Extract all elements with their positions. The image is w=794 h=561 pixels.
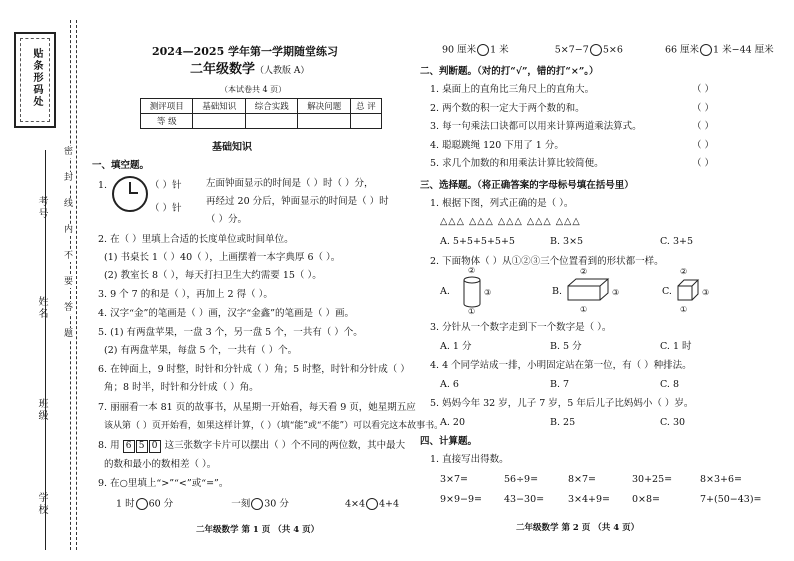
calc-item[interactable]: 8×7=: [568, 474, 597, 485]
compare-circle[interactable]: [136, 498, 148, 510]
seal-char: 要: [64, 277, 74, 287]
calc-item[interactable]: 56÷9=: [504, 474, 539, 485]
compare-left: 一刻: [231, 498, 251, 510]
number-card: 5: [136, 440, 148, 453]
field-school: 学校: [36, 492, 47, 516]
score-header: 基础知识: [193, 99, 245, 114]
q3: 3. 9 个 7 的和是（ ），再加上 2 得（ ）。: [98, 289, 273, 300]
clock-icon: [112, 176, 148, 212]
judge-answer-blank[interactable]: （ ）: [692, 84, 715, 95]
calc-item[interactable]: 43−30=: [504, 494, 545, 505]
calc-item[interactable]: 3×4+9=: [568, 494, 611, 505]
judge-answer-blank[interactable]: （ ）: [692, 121, 715, 132]
calc-item[interactable]: 9×9−9=: [440, 494, 483, 505]
s3-q1-opt-b: B. 3×5: [550, 236, 584, 247]
compare-left: 5×7−7: [554, 44, 589, 56]
s3-q1: 1. 根据下图，列式正确的是（ ）。: [430, 198, 574, 209]
compare-right: 1 米−44 厘米: [713, 44, 774, 56]
compare-left: 1 时: [116, 498, 135, 510]
edition-label: （人教版 A）: [255, 66, 310, 76]
footer-left: 二年级数学 第 1 页 （共 4 页）: [196, 525, 320, 535]
field-name: 姓名: [36, 296, 47, 320]
score-table-row: [141, 114, 382, 129]
score-cell[interactable]: [245, 114, 297, 129]
compare-circle[interactable]: [251, 498, 263, 510]
judge-item: 5. 求几个加数的和用乘法计算比较简便。: [430, 158, 604, 169]
subject-title: 二年级数学: [190, 62, 256, 77]
cuboid-figure: [564, 276, 614, 306]
section3-title: 三、选择题。（将正确答案的字母标号填在括号里）: [420, 180, 634, 191]
calc-item[interactable]: 3×7=: [440, 474, 469, 485]
s3-q5-opt-b: B. 25: [550, 417, 576, 428]
q5-1: 5. (1) 有两盘苹果，一盘 3 个，另一盘 5 个，一共有（ ）个。: [98, 327, 363, 338]
s3-q2-opt-b: B.: [552, 286, 563, 297]
subject-line: [190, 64, 309, 77]
s3-q4-opt-c: C. 8: [660, 379, 680, 390]
compare-circle[interactable]: [477, 44, 489, 56]
s3-q4-opt-b: B. 7: [550, 379, 570, 390]
q1-line-c: （ ）分。: [206, 214, 248, 225]
view-mark: ③: [484, 288, 492, 297]
judge-answer-blank[interactable]: （ ）: [692, 158, 715, 169]
seal-char: 密: [64, 147, 74, 157]
s3-q3-opt-c: C. 1 时: [660, 341, 692, 352]
view-mark: ③: [702, 288, 710, 297]
seal-char: 内: [64, 225, 74, 235]
score-table: [140, 98, 382, 129]
q2-1: (1) 书桌长 1（ ）40（ ），上画摆着一本字典厚 6（ ）。: [104, 252, 341, 263]
score-header: 综合实践: [245, 99, 297, 114]
compare-circle[interactable]: [366, 498, 378, 510]
compare-right: 1 米: [490, 44, 509, 56]
section-basic-heading: 基础知识: [212, 142, 252, 153]
s3-q1-opt-c: C. 3+5: [660, 236, 694, 247]
q9-items: [116, 498, 399, 511]
s3-q2-opt-c: C.: [662, 286, 672, 297]
s3-q1-opt-a: A. 5+5+5+5+5: [440, 236, 515, 247]
q8-b: 的数和最小的数相差（ ）。: [104, 459, 217, 470]
q2: 2. 在（ ）里填上合适的长度单位或时间单位。: [98, 234, 294, 245]
exam-title: 2024—2025 学年第一学期随堂练习: [152, 45, 339, 58]
s3-q2: 2. 下面物体（ ）从①②③三个位置看到的形状都一样。: [430, 256, 664, 267]
compare-right: 60 分: [148, 498, 174, 510]
seal-char: 线: [64, 199, 74, 209]
compare-right: 5×6: [602, 44, 623, 56]
q1-number: 1.: [98, 180, 108, 191]
compare-right: 4+4: [379, 498, 400, 510]
judge-item: 1. 桌面上的直角比三角尺上的直角大。: [430, 84, 595, 95]
view-mark: ②: [580, 267, 588, 276]
score-header: 测评项目: [141, 99, 193, 114]
judge-item: 3. 每一句乘法口诀都可以用来计算两道乘法算式。: [430, 121, 642, 132]
score-header: 解决问题: [298, 99, 350, 114]
barcode-sticker-area: [14, 32, 56, 128]
view-mark: ②: [680, 267, 688, 276]
calc-item[interactable]: 30+25=: [632, 474, 673, 485]
number-card: 0: [149, 440, 161, 453]
compare-left: 66 厘米: [664, 44, 700, 56]
s3-q5-opt-c: C. 30: [660, 417, 686, 428]
compare-left: 4×4: [344, 498, 365, 510]
cube-figure: [674, 276, 704, 306]
triangles-figure: △△△ △△△ △△△ △△△ △△△: [440, 216, 581, 227]
s3-q2-opt-a: A.: [440, 286, 450, 297]
calc-item[interactable]: 7+(50−43)=: [700, 494, 762, 505]
q1-hand-label: （ ）针: [150, 180, 182, 191]
q2-2: (2) 教室长 8（ ），每天打扫卫生大约需要 15（ ）。: [104, 270, 322, 281]
view-mark: ③: [612, 288, 620, 297]
seal-char: 不: [64, 251, 74, 261]
q6-a: 6. 在钟面上，9 时整，时针和分针成（ ）角；5 时整，时针和分针成（ ）: [98, 364, 410, 375]
pages-note: （本试卷共 4 页）: [220, 85, 287, 94]
q1-line-a: 左面钟面显示的时间是（ ）时（ ）分，: [206, 178, 374, 189]
s4-q1: 1. 直接写出得数。: [430, 454, 509, 465]
view-mark: ①: [680, 305, 688, 314]
calc-item[interactable]: 0×8=: [632, 494, 661, 505]
seal-line-2: [76, 20, 77, 550]
right-top-compare: [442, 44, 774, 57]
compare-circle[interactable]: [590, 44, 602, 56]
compare-right: 30 分: [264, 498, 289, 510]
score-row-label: 等 级: [141, 114, 193, 129]
score-cell[interactable]: [350, 114, 381, 129]
field-class: 班级: [36, 398, 47, 422]
q1-line-b: 再经过 20 分后，钟面显示的时间是（ ）时: [206, 196, 389, 207]
field-exam-number: 考号: [36, 196, 47, 220]
q1-hand-label: （ ）针: [150, 203, 182, 214]
q5-2: (2) 有两盘苹果，每盘 5 个，一共有（ ）个。: [104, 345, 298, 356]
footer-right: 二年级数学 第 2 页 （共 4 页）: [516, 523, 640, 533]
section2-title: 二、判断题。（对的打“√”，错的打“×”。）: [420, 66, 599, 77]
q4: 4. 汉字“金”的笔画是（ ）画，汉字“金鑫”的笔画是（ ）画。: [98, 308, 355, 319]
seal-char: 题: [64, 329, 74, 339]
view-mark: ①: [468, 307, 476, 316]
s3-q5: 5. 妈妈今年 32 岁，儿子 7 岁，5 年后儿子比妈妈小（ ）岁。: [430, 398, 694, 409]
s3-q4: 4. 4 个同学站成一排，小明固定站在第一位，有（ ）种排法。: [430, 360, 692, 371]
s3-q3-opt-b: B. 5 分: [550, 341, 582, 352]
s3-q3: 3. 分针从一个数字走到下一个数字是（ ）。: [430, 322, 612, 333]
score-cell[interactable]: [193, 114, 245, 129]
s3-q5-opt-a: A. 20: [440, 417, 465, 428]
q8-post: 这三张数字卡片可以摆出（ ）个不同的两位数，其中最大: [164, 440, 406, 451]
calc-item[interactable]: 8×3+6=: [700, 474, 743, 485]
seal-char: 答: [64, 303, 74, 313]
q7-a: 7. 丽丽看一本 81 页的故事书，从星期一开始看，每天看 9 页，她星期五应: [98, 402, 416, 413]
score-cell[interactable]: [298, 114, 350, 129]
s3-q3-opt-a: A. 1 分: [440, 341, 472, 352]
seal-char: 封: [64, 173, 74, 183]
judge-answer-blank[interactable]: （ ）: [692, 102, 715, 114]
score-header: 总 评: [350, 99, 381, 114]
view-mark: ①: [580, 305, 588, 314]
compare-left: 90 厘米: [442, 44, 477, 56]
s3-q4-opt-a: A. 6: [440, 379, 459, 390]
q7-b: 该从第（ ）页开始看，如果这样计算，（ ）（填“能”或“不能”）可以看完这本故事书。: [104, 421, 444, 431]
sticker-label: 贴条形码处: [31, 48, 42, 108]
q8-pre: 8. 用: [98, 440, 120, 451]
q9: 9. 在○里填上“>”“<”或“=”。: [98, 478, 229, 489]
compare-circle[interactable]: [700, 44, 712, 56]
judge-item: 2. 两个数的积一定大于两个数的和。: [430, 102, 585, 114]
judge-answer-blank[interactable]: （ ）: [692, 139, 715, 151]
section4-title: 四、计算题。: [420, 436, 478, 447]
score-table-header-row: [141, 99, 382, 114]
number-card: 6: [123, 440, 135, 453]
judge-item: 4. 聪聪跳绳 120 下用了 1 分。: [430, 139, 564, 151]
q8: [98, 440, 405, 453]
section1-title: 一、填空题。: [92, 160, 150, 171]
q6-b: 角；8 时半，时针和分针成（ ）角。: [104, 382, 259, 393]
view-mark: ②: [468, 266, 476, 275]
